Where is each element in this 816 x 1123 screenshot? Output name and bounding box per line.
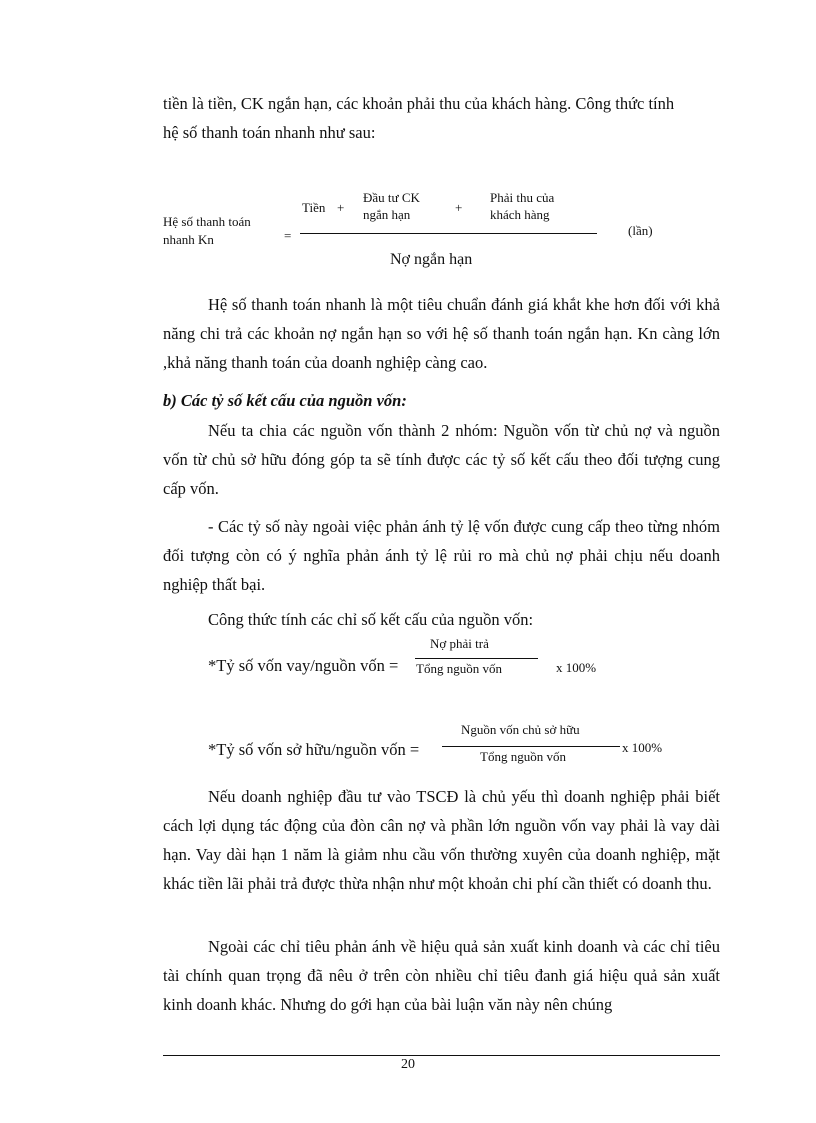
formula2-label: *Tỷ số vốn vay/nguồn vốn = (208, 656, 399, 675)
formula1-lhs-line2: nhanh Kn (163, 232, 214, 247)
formula1-term-receivables-line2: khách hàng (490, 207, 550, 222)
paragraph-other-indicators: Ngoài các chỉ tiêu phản ánh về hiệu quả sản xuất kinh doanh và các chỉ tiêu tài chính quan trọng đã nêu ở trên còn nhiều chỉ tiêu đanh giá hiệu quả sản xuất kinh doanh khác. Nhưng do gới hạn của bài luận văn này nên chúng (163, 937, 720, 1014)
formula1-term-receivables-line1: Phải thu của (490, 190, 555, 205)
page-number: 20 (401, 1057, 415, 1072)
formula2-numerator: Nợ phải trả (430, 636, 489, 651)
section-heading: b) Các tỷ số kết cấu của nguồn vốn: (163, 391, 407, 410)
formula1-plus-2: + (455, 200, 463, 215)
formula1-denominator: Nợ ngắn hạn (390, 251, 473, 268)
formula3-numerator: Nguồn vốn chủ sở hữu (461, 722, 580, 737)
formula3-denominator: Tổng nguồn vốn (480, 749, 566, 764)
formula2-fraction-bar (415, 658, 538, 659)
formula1-fraction-bar (300, 233, 597, 234)
intro-line-2: hệ số thanh toán nhanh như sau: (163, 123, 376, 142)
formula-intro: Công thức tính các chỉ số kết cấu của nguồn vốn: (208, 610, 534, 629)
formula3-label: *Tỷ số vốn sở hữu/nguồn vốn = (208, 740, 420, 759)
footer-rule (163, 1055, 720, 1056)
formula1-lhs-line1: Hệ số thanh toán (163, 214, 251, 229)
formula1-term-investment-line2: ngắn hạn (363, 207, 411, 222)
paragraph-ratio-meaning: - Các tỷ số này ngoài việc phản ánh tỷ lệ vốn được cung cấp theo từng nhóm đối tượng còn có ý nghĩa phản ánh tỷ lệ rủi ro mà chủ nợ phải chịu nếu doanh nghiệp thất bại. (163, 517, 720, 594)
paragraph-capital-groups: Nếu ta chia các nguồn vốn thành 2 nhóm: Nguồn vốn từ chủ nợ và nguồn vốn từ chủ sở hữu đóng góp ta sẽ tính được các tỷ số kết cấu theo đối tượng cung cấp vốn. (163, 421, 720, 498)
formula2-multiplier: x 100% (556, 660, 597, 675)
paragraph-fixed-assets: Nếu doanh nghiệp đầu tư vào TSCĐ là chủ yếu thì doanh nghiệp phải biết cách lợi dụng tác động của đòn cân nợ và phần lớn nguồn vốn vay phải là vay dài hạn. Vay dài hạn 1 năm là giảm nhu cầu vốn thường xuyên của doanh nghiệp, mặt khác tiền lãi phải trả được thừa nhận như một khoản chi phí cần thiết có doanh thu. (163, 787, 720, 893)
paragraph-quick-ratio: Hệ số thanh toán nhanh là một tiêu chuẩn đánh giá khắt khe hơn đối với khả năng chi trả các khoản nợ ngắn hạn so với hệ số thanh toán ngắn hạn. Kn càng lớn ,khả năng thanh toán của doanh nghiệp càng cao. (163, 295, 720, 372)
formula2-denominator: Tổng nguồn vốn (416, 661, 502, 676)
formula1-term-investment-line1: Đầu tư CK (363, 190, 420, 205)
formula1-equals: = (284, 228, 292, 243)
formula1-plus-1: + (337, 200, 345, 215)
formula3-multiplier: x 100% (622, 740, 663, 755)
formula1-unit: (lần) (628, 223, 653, 238)
formula3-fraction-bar (442, 746, 620, 747)
formula1-term-cash: Tiền (302, 200, 326, 215)
intro-line-1: tiền là tiền, CK ngắn hạn, các khoản phải thu của khách hàng. Công thức tính (163, 94, 675, 113)
